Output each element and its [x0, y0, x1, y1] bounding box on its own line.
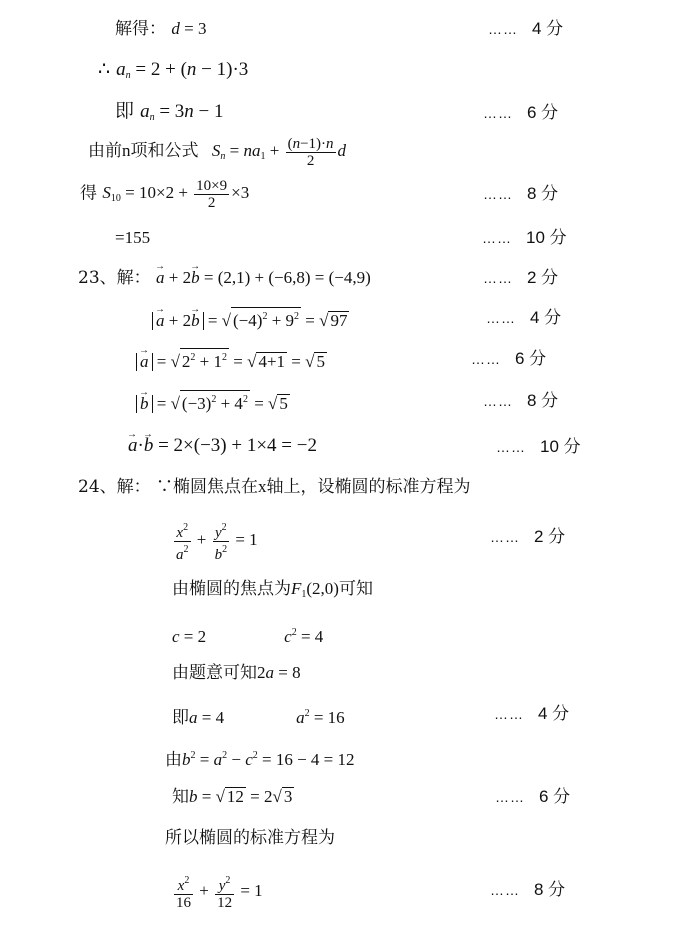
line-13: [172, 520, 258, 563]
dots: ……: [483, 186, 513, 202]
formula: → a + 2→ b = √ $(-4)^2 + 9^2$ = √ 97: [152, 311, 349, 330]
text: 所以椭圆的标准方程为: [165, 828, 335, 848]
score-9: [471, 348, 546, 370]
score-text: 6 分: [527, 103, 559, 122]
score-text: 2 分: [534, 527, 566, 546]
line-11: [128, 434, 317, 457]
score-17: [494, 703, 569, 725]
line-3: [115, 100, 224, 129]
line-9: [136, 348, 327, 373]
formula: → a·→ b = 2×(−3) + 1×4 = −2: [128, 435, 317, 456]
formula: $S_n = na_1$ + $\frac{(n-1)\cdot n}{2}$ d: [211, 136, 347, 169]
score-10: [483, 390, 558, 412]
line-12: [78, 476, 471, 498]
score-8: [486, 307, 561, 329]
dots: ……: [483, 105, 513, 121]
formula: → a = √ $2^2 + 1^2$ = √ 4+1 = √ 5: [136, 352, 327, 371]
line-7: [78, 267, 371, 289]
formula: $S_{10} = 10\times 2$ + $\frac{10\times 9}{2}$ ×3: [102, 178, 250, 211]
score-text: 8 分: [527, 391, 559, 410]
text: ∵椭圆焦点在x轴上，设椭圆的标准方程为: [156, 477, 471, 497]
dots: ……: [483, 270, 513, 286]
formula: d = 3: [171, 19, 207, 38]
score-text: 6 分: [515, 349, 547, 368]
line-10: [136, 390, 290, 415]
dots: ……: [471, 351, 501, 367]
formula: =155: [115, 228, 151, 247]
dots: ……: [495, 789, 525, 805]
dots: ……: [496, 439, 526, 455]
text: 由题意可知2a = 8: [172, 663, 301, 683]
formula: c = 2 $c^2 = 4$: [172, 627, 324, 646]
line-18: [165, 745, 355, 771]
text: 即: [115, 100, 135, 122]
line-21: [172, 873, 263, 911]
line-6: [115, 227, 150, 249]
score-7: [483, 267, 558, 289]
formula: $\frac{x^2}{16}$ + $\frac{y^2}{12}$ = 1: [176, 875, 263, 911]
line-17: [172, 703, 345, 729]
text: 即: [172, 708, 189, 728]
dots: ……: [486, 310, 516, 326]
score-19: [495, 786, 570, 808]
score-1: [488, 18, 563, 40]
dots: ……: [483, 393, 513, 409]
formula: $a_n = 3n - 1$: [140, 101, 224, 123]
line-4: [88, 136, 346, 169]
score-text: 8 分: [534, 880, 566, 899]
score-text: 4 分: [538, 704, 570, 723]
score-text: 10 分: [540, 437, 581, 456]
score-3: [483, 102, 558, 124]
dots: ……: [490, 529, 520, 545]
dots: ……: [490, 882, 520, 898]
formula: b = √ 12 = 2√ 3: [189, 787, 293, 806]
text: 由椭圆的焦点为$F_1(2,0)$可知: [172, 579, 373, 600]
formula: → b = √ $(-3)^2 + 4^2$ = √ 5: [136, 394, 290, 413]
text: 得: [80, 183, 97, 204]
line-8: [152, 307, 349, 332]
score-21: [490, 879, 565, 901]
score-text: 6 分: [539, 787, 571, 806]
formula: a = 4 $a^2 = 16$: [189, 708, 345, 727]
text: 知: [172, 787, 189, 807]
score-text: 10 分: [526, 228, 567, 247]
formula: $b^2 = a^2 - c^2 = 16 - 4 = 12$: [182, 750, 355, 769]
formula: $\frac{x^2}{a^2}$ + $\frac{y^2}{b^2}$ = 1: [176, 522, 258, 563]
text: 由: [165, 750, 182, 770]
line-15: [172, 622, 323, 648]
line-1: [115, 18, 207, 40]
formula: $a_n = 2 + (n - 1)\cdot 3$: [116, 59, 249, 81]
dots: ……: [494, 706, 524, 722]
line-19: [172, 786, 294, 808]
score-text: 4 分: [530, 308, 562, 327]
score-text: 2 分: [527, 268, 559, 287]
therefore-symbol: ∴: [98, 58, 111, 80]
score-text: 8 分: [527, 184, 559, 203]
score-13: [490, 526, 565, 548]
problem-label: 23、解：: [78, 268, 151, 288]
problem-label: 24、解：: [78, 477, 151, 497]
score-11: [496, 436, 581, 458]
dots: ……: [482, 230, 512, 246]
dots: ……: [488, 21, 518, 37]
score-6: [482, 227, 567, 249]
text: 由前n项和公式: [88, 141, 199, 162]
score-5: [483, 183, 558, 205]
line-5: [80, 178, 249, 211]
score-text: 4 分: [532, 19, 564, 38]
text: 解得：: [115, 19, 166, 39]
formula: → a + 2→ b = (2,1) + (−6,8) = (−4,9): [156, 268, 371, 287]
line-14: [172, 578, 373, 606]
line-16: [172, 662, 301, 684]
line-2: [98, 58, 248, 87]
line-20: [165, 827, 335, 849]
